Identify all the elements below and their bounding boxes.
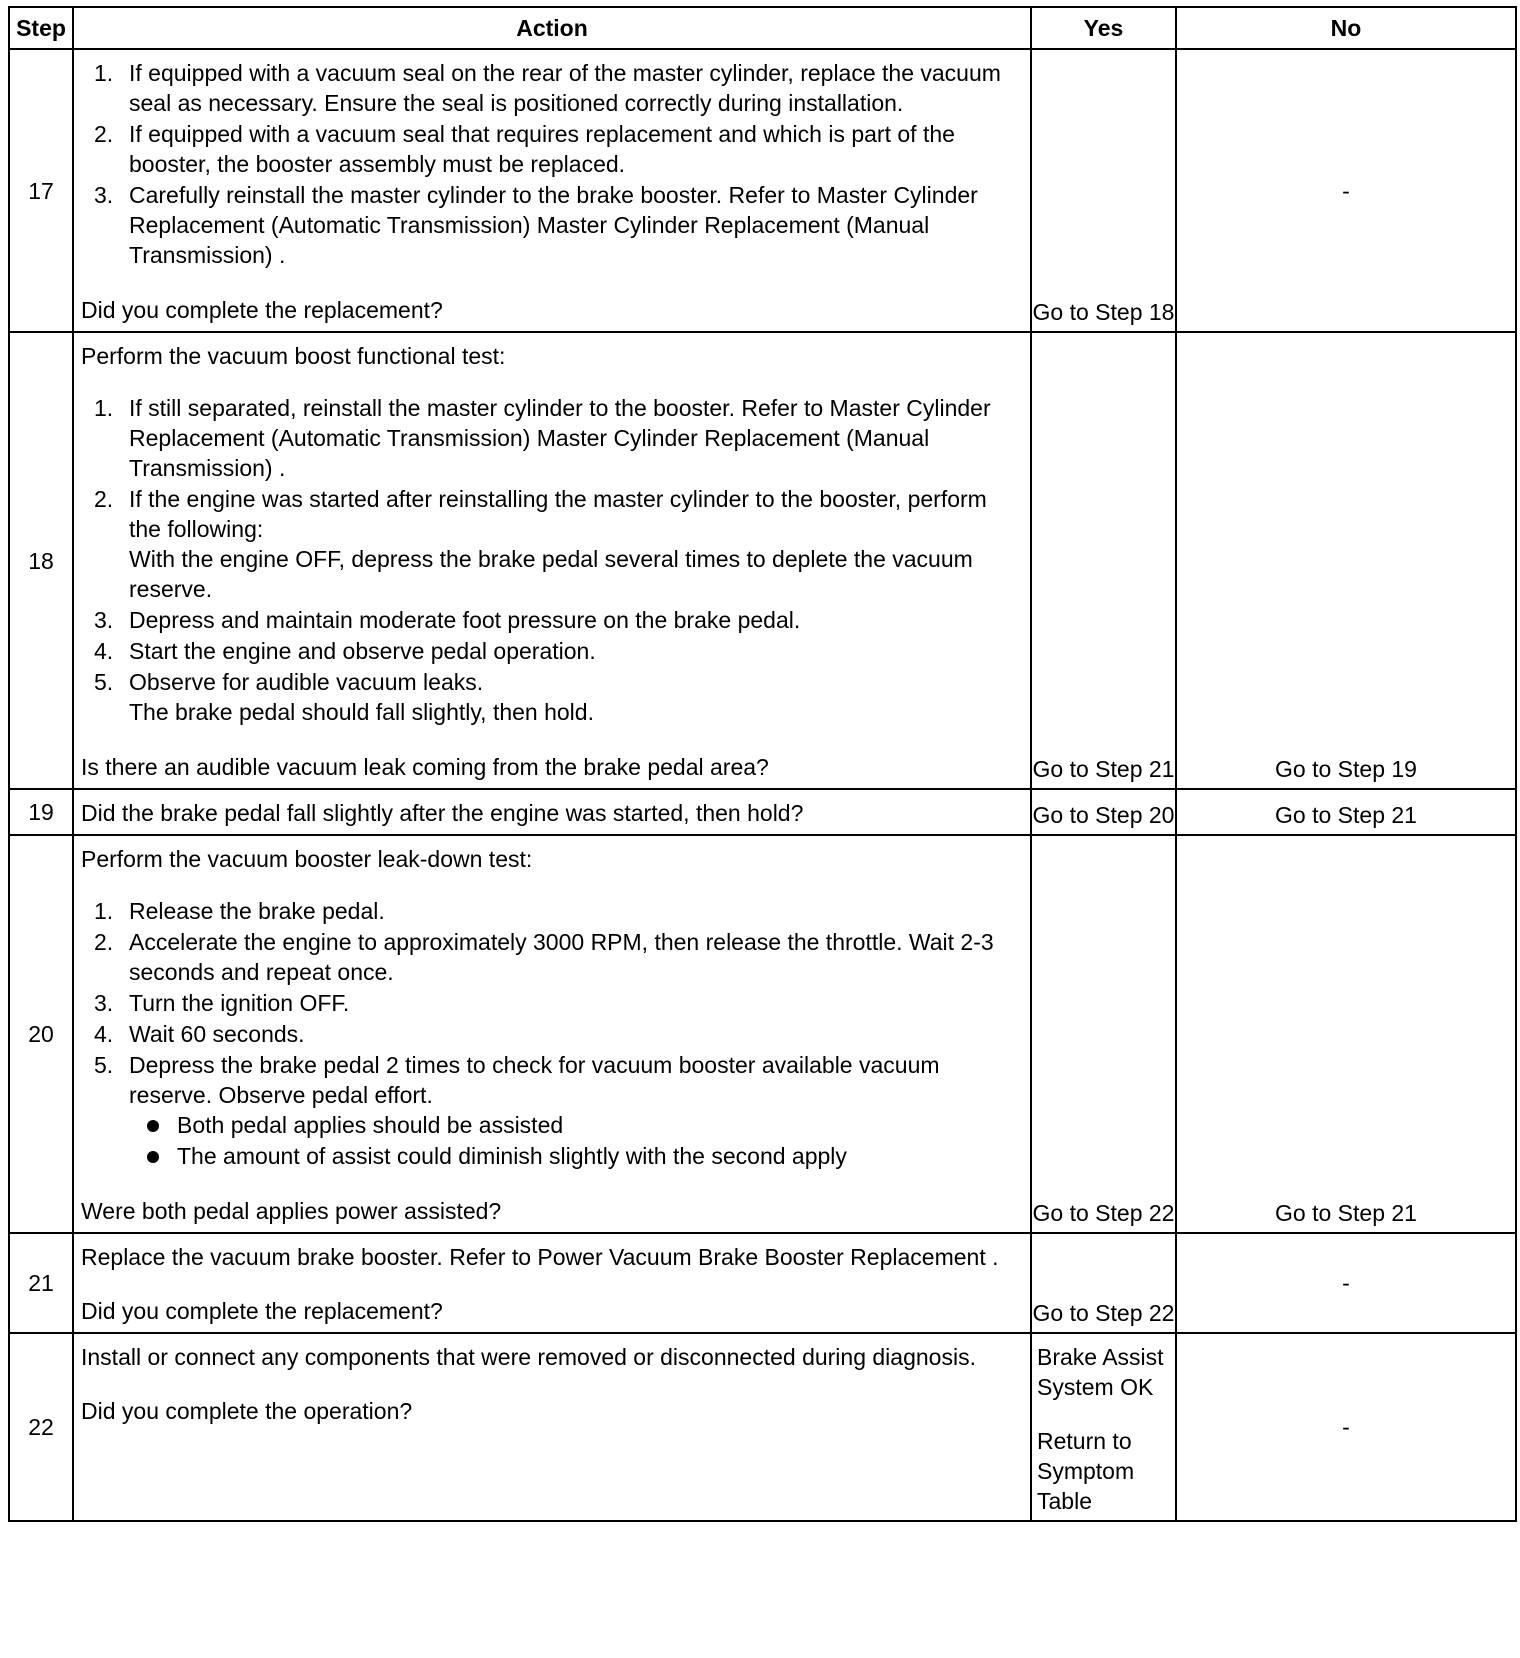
list-item-note: The brake pedal should fall slightly, then hold. xyxy=(129,699,594,725)
action-cell xyxy=(73,332,1031,789)
list-item: 4. Wait 60 seconds. xyxy=(94,1021,305,1047)
header-yes: Yes xyxy=(1031,7,1176,49)
bullet-icon xyxy=(147,1120,159,1132)
list-item-text: Depress and maintain moderate foot pressure on the brake pedal. xyxy=(129,607,801,633)
yes-cell: Go to Step 18 xyxy=(1031,49,1176,332)
header-no: No xyxy=(1176,7,1516,49)
list-item-text: If equipped with a vacuum seal on the rear of the master cylinder, replace the vacuum seal as necessary. Ensure the seal is positioned correctly during installation. xyxy=(129,60,1001,116)
action-intro: Perform the vacuum boost functional test: xyxy=(81,343,506,369)
table-row-step-22 xyxy=(9,1333,1516,1521)
bullet-text: The amount of assist could diminish slightly with the second apply xyxy=(177,1143,847,1169)
list-item: 1. If equipped with a vacuum seal on the rear of the master cylinder, replace the vacuum seal as necessary. Ensure the seal is positioned correctly during installation. xyxy=(94,60,1001,116)
list-item-text: If the engine was started after reinstalling the master cylinder to the booster, perform the following: xyxy=(129,486,987,542)
yes-cell: Go to Step 22 xyxy=(1031,835,1176,1233)
action-list xyxy=(81,393,1024,727)
yes-cell: Go to Step 21 xyxy=(1031,332,1176,789)
action-cell xyxy=(73,789,1031,835)
list-item-text: Carefully reinstall the master cylinder to the brake booster. Refer to Master Cylinder Replacement (Automatic Transmission) Master Cylinder Replacement (Manual Transmission) . xyxy=(129,182,978,268)
list-item: 2. Accelerate the engine to approximately 3000 RPM, then release the throttle. Wait 2-3 seconds and repeat once. xyxy=(94,929,994,985)
list-item-text: Turn the ignition OFF. xyxy=(129,990,350,1016)
table-row-step-18 xyxy=(9,332,1516,789)
table-row-step-17 xyxy=(9,49,1516,332)
list-item-text: Depress the brake pedal 2 times to check for vacuum booster available vacuum reserve. Observe pedal effort. xyxy=(129,1052,940,1108)
bullet-item xyxy=(129,1141,1024,1171)
yes-result: Brake Assist System OK xyxy=(1037,1344,1164,1400)
no-cell: - xyxy=(1176,1233,1516,1333)
no-cell: Go to Step 19 xyxy=(1176,332,1516,789)
step-number: 19 xyxy=(9,789,73,835)
action-cell xyxy=(73,49,1031,332)
action-text: Install or connect any components that were removed or disconnected during diagnosis. xyxy=(81,1344,976,1370)
diagnostic-table xyxy=(8,6,1517,1522)
header-step: Step xyxy=(9,7,73,49)
list-item: 1. Release the brake pedal. xyxy=(94,898,385,924)
header-row xyxy=(9,7,1516,49)
step-number: 17 xyxy=(9,49,73,332)
bullet-item xyxy=(129,1110,1024,1140)
list-item-text: Observe for audible vacuum leaks. xyxy=(129,669,484,695)
list-item: 5. Observe for audible vacuum leaks. The brake pedal should fall slightly, then hold. xyxy=(81,667,1024,727)
diagnostic-table-container xyxy=(8,6,1515,1522)
list-item: 1. If still separated, reinstall the master cylinder to the booster. Refer to Master Cylinder Replacement (Automatic Transmission) Master Cylinder Replacement (Manual Transmission) . xyxy=(94,395,991,481)
yes-note: Return to Symptom Table xyxy=(1037,1428,1135,1514)
question-text: Were both pedal applies power assisted? xyxy=(81,1198,502,1224)
table-row-step-20 xyxy=(9,835,1516,1233)
list-item: 3. Depress and maintain moderate foot pressure on the brake pedal. xyxy=(94,607,801,633)
list-item-text: Release the brake pedal. xyxy=(129,898,385,924)
table-row-step-21 xyxy=(9,1233,1516,1333)
table-row-step-19 xyxy=(9,789,1516,835)
step-number: 21 xyxy=(9,1233,73,1333)
yes-cell: Go to Step 20 xyxy=(1031,789,1176,835)
no-cell: Go to Step 21 xyxy=(1176,789,1516,835)
action-text: Replace the vacuum brake booster. Refer to Power Vacuum Brake Booster Replacement . xyxy=(81,1244,999,1270)
question-text: Did you complete the operation? xyxy=(81,1398,413,1424)
list-item-text: Accelerate the engine to approximately 3000 RPM, then release the throttle. Wait 2-3 seconds and repeat once. xyxy=(129,929,994,985)
action-list xyxy=(81,58,1024,270)
list-item: 2. If equipped with a vacuum seal that requires replacement and which is part of the booster, the booster assembly must be replaced. xyxy=(94,121,955,177)
header-action: Action xyxy=(73,7,1031,49)
action-list xyxy=(81,896,1024,1171)
bullet-text: Both pedal applies should be assisted xyxy=(177,1112,564,1138)
list-item: 2. If the engine was started after reinstalling the master cylinder to the booster, perform the following: With the engine OFF, depress the brake pedal several times to deplete the vacuum reserve. xyxy=(81,484,1024,604)
question-text: Is there an audible vacuum leak coming from the brake pedal area? xyxy=(81,754,769,780)
no-cell: - xyxy=(1176,1333,1516,1521)
list-item: 3. Carefully reinstall the master cylinder to the brake booster. Refer to Master Cylinder Replacement (Automatic Transmission) Master Cylinder Replacement (Manual Transmission) . xyxy=(94,182,978,268)
action-cell xyxy=(73,1333,1031,1521)
list-item: 5. Depress the brake pedal 2 times to check for vacuum booster available vacuum reserve. Observe pedal effort. Both pedal applies should be assisted The amount of assist could diminish slightly with the second apply xyxy=(81,1050,1024,1171)
no-cell: Go to Step 21 xyxy=(1176,835,1516,1233)
step-number: 18 xyxy=(9,332,73,789)
list-item-text: If still separated, reinstall the master cylinder to the booster. Refer to Master Cylinder Replacement (Automatic Transmission) Master Cylinder Replacement (Manual Transmission) . xyxy=(129,395,991,481)
step-number: 22 xyxy=(9,1333,73,1521)
yes-cell: Go to Step 22 xyxy=(1031,1233,1176,1333)
step-number: 20 xyxy=(9,835,73,1233)
action-cell xyxy=(73,1233,1031,1333)
bullet-icon xyxy=(147,1151,159,1163)
question-text: Did you complete the replacement? xyxy=(81,1298,443,1324)
list-item-text: Wait 60 seconds. xyxy=(129,1021,305,1047)
no-cell: - xyxy=(1176,49,1516,332)
list-item-text: Start the engine and observe pedal operation. xyxy=(129,638,596,664)
list-item: 4. Start the engine and observe pedal operation. xyxy=(94,638,596,664)
bullet-list xyxy=(129,1110,1024,1171)
list-item: 3. Turn the ignition OFF. xyxy=(94,990,350,1016)
question-text: Did the brake pedal fall slightly after the engine was started, then hold? xyxy=(81,800,804,826)
yes-cell xyxy=(1031,1333,1176,1521)
list-item-note: With the engine OFF, depress the brake pedal several times to deplete the vacuum reserve. xyxy=(129,546,973,602)
action-intro: Perform the vacuum booster leak-down test: xyxy=(81,846,533,872)
action-cell xyxy=(73,835,1031,1233)
list-item-text: If equipped with a vacuum seal that requires replacement and which is part of the booster, the booster assembly must be replaced. xyxy=(129,121,955,177)
question-text: Did you complete the replacement? xyxy=(81,297,443,323)
